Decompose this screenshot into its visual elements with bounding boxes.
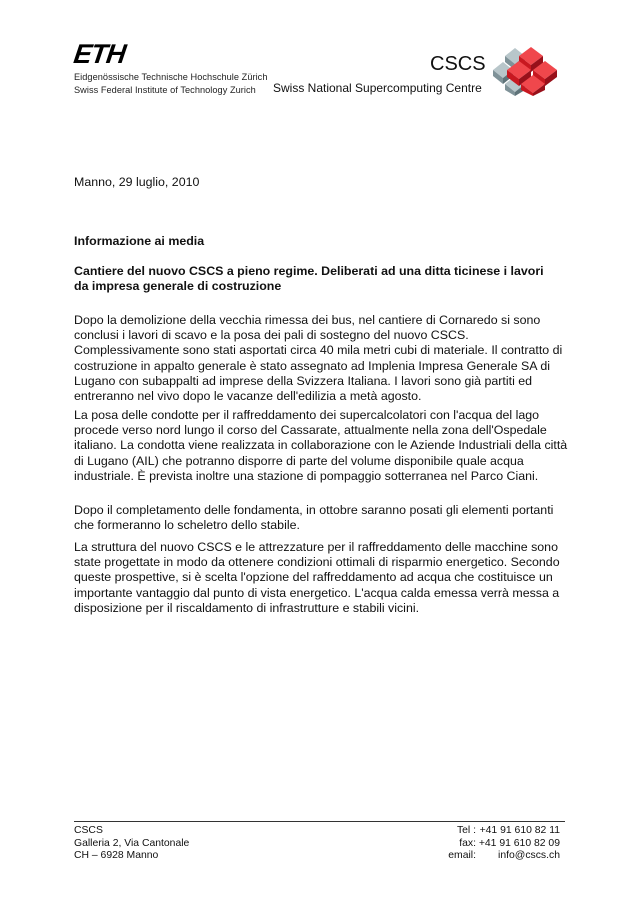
footer-address (74, 825, 189, 863)
fax-label: fax: (459, 837, 476, 849)
footer-tel-row (420, 825, 560, 838)
category-heading: Informazione ai media (74, 234, 205, 248)
paragraph-3: Dopo il completamento delle fondamenta, in ottobre saranno posati gli elementi portanti che formeranno lo scheletro dello stabile. (74, 503, 554, 533)
date-line: Manno, 29 luglio, 2010 (74, 175, 200, 189)
email-link[interactable]: info@cscs.ch (498, 850, 560, 862)
cscs-full-name: Swiss National Supercomputing Centre (273, 81, 482, 95)
tel-value: +41 91 610 82 11 (479, 825, 560, 836)
footer-email-row (420, 850, 560, 863)
footer-fax-row (420, 838, 560, 851)
email-label: email: (448, 850, 476, 862)
footer-org: CSCS (74, 825, 103, 836)
cscs-cubes-logo-icon (491, 46, 567, 96)
tel-label: Tel : (456, 825, 476, 836)
footer-address-line1: Galleria 2, Via Cantonale (74, 837, 190, 849)
eth-logo: ETH (71, 39, 128, 69)
cscs-logo-text: CSCS (430, 53, 486, 75)
fax-value: +41 91 610 82 09 (478, 837, 560, 849)
footer-contacts (420, 825, 560, 863)
eth-name-english: Swiss Federal Institute of Technology Zurich (74, 85, 256, 95)
footer-address-line2: CH – 6928 Manno (74, 850, 159, 862)
footer-divider (74, 821, 565, 822)
headline: Cantiere del nuovo CSCS a pieno regime. Deliberati ad una ditta ticinese i lavori da impresa generale di costruzione (74, 264, 544, 294)
paragraph-4: La struttura del nuovo CSCS e le attrezzature per il raffreddamento delle macchine sono state progettate in modo da ottenere condizioni ottimali di risparmio energetico. Secondo queste prospettive, si è scelta l'opzione del raffreddamento ad acqua che costituisce un importante vantaggio dal punto di vista energetico. L'acqua calda emessa verrà messa a disposizione per il riscaldamento di infrastrutture e stabili vicini. (74, 540, 560, 615)
paragraph-2: La posa delle condotte per il raffreddamento dei supercalcolatori con l'acqua del lago procede verso nord lungo il corso del Cassarate, attualmente nella zona dell'Ospedale italiano. La condotta viene realizzata in collaborazione con le Aziende Industriali della città di Lugano (AIL) che potranno disporre di parte del volume disponibile quale acqua industriale. È prevista inoltre una stazione di pompaggio sotterranea nel Parco Ciani. (74, 408, 568, 483)
eth-name-german: Eidgenössische Technische Hochschule Zürich (74, 72, 268, 82)
paragraph-1: Dopo la demolizione della vecchia rimessa dei bus, nel cantiere di Cornaredo si sono conclusi i lavori di scavo e la posa dei pali di sostegno del nuovo CSCS. Complessivamente sono stati asportati circa 40 mila metri cubi di materiale. Il contratto di costruzione in appalto generale è stato assegnato ad Implenia Impresa Generale SA di Lugano con subappalti ad imprese della Svizzera Italiana. I lavori sono già partiti ed entreranno nel vivo dopo le vacanze dell'edilizia a metà agosto. (74, 313, 563, 404)
